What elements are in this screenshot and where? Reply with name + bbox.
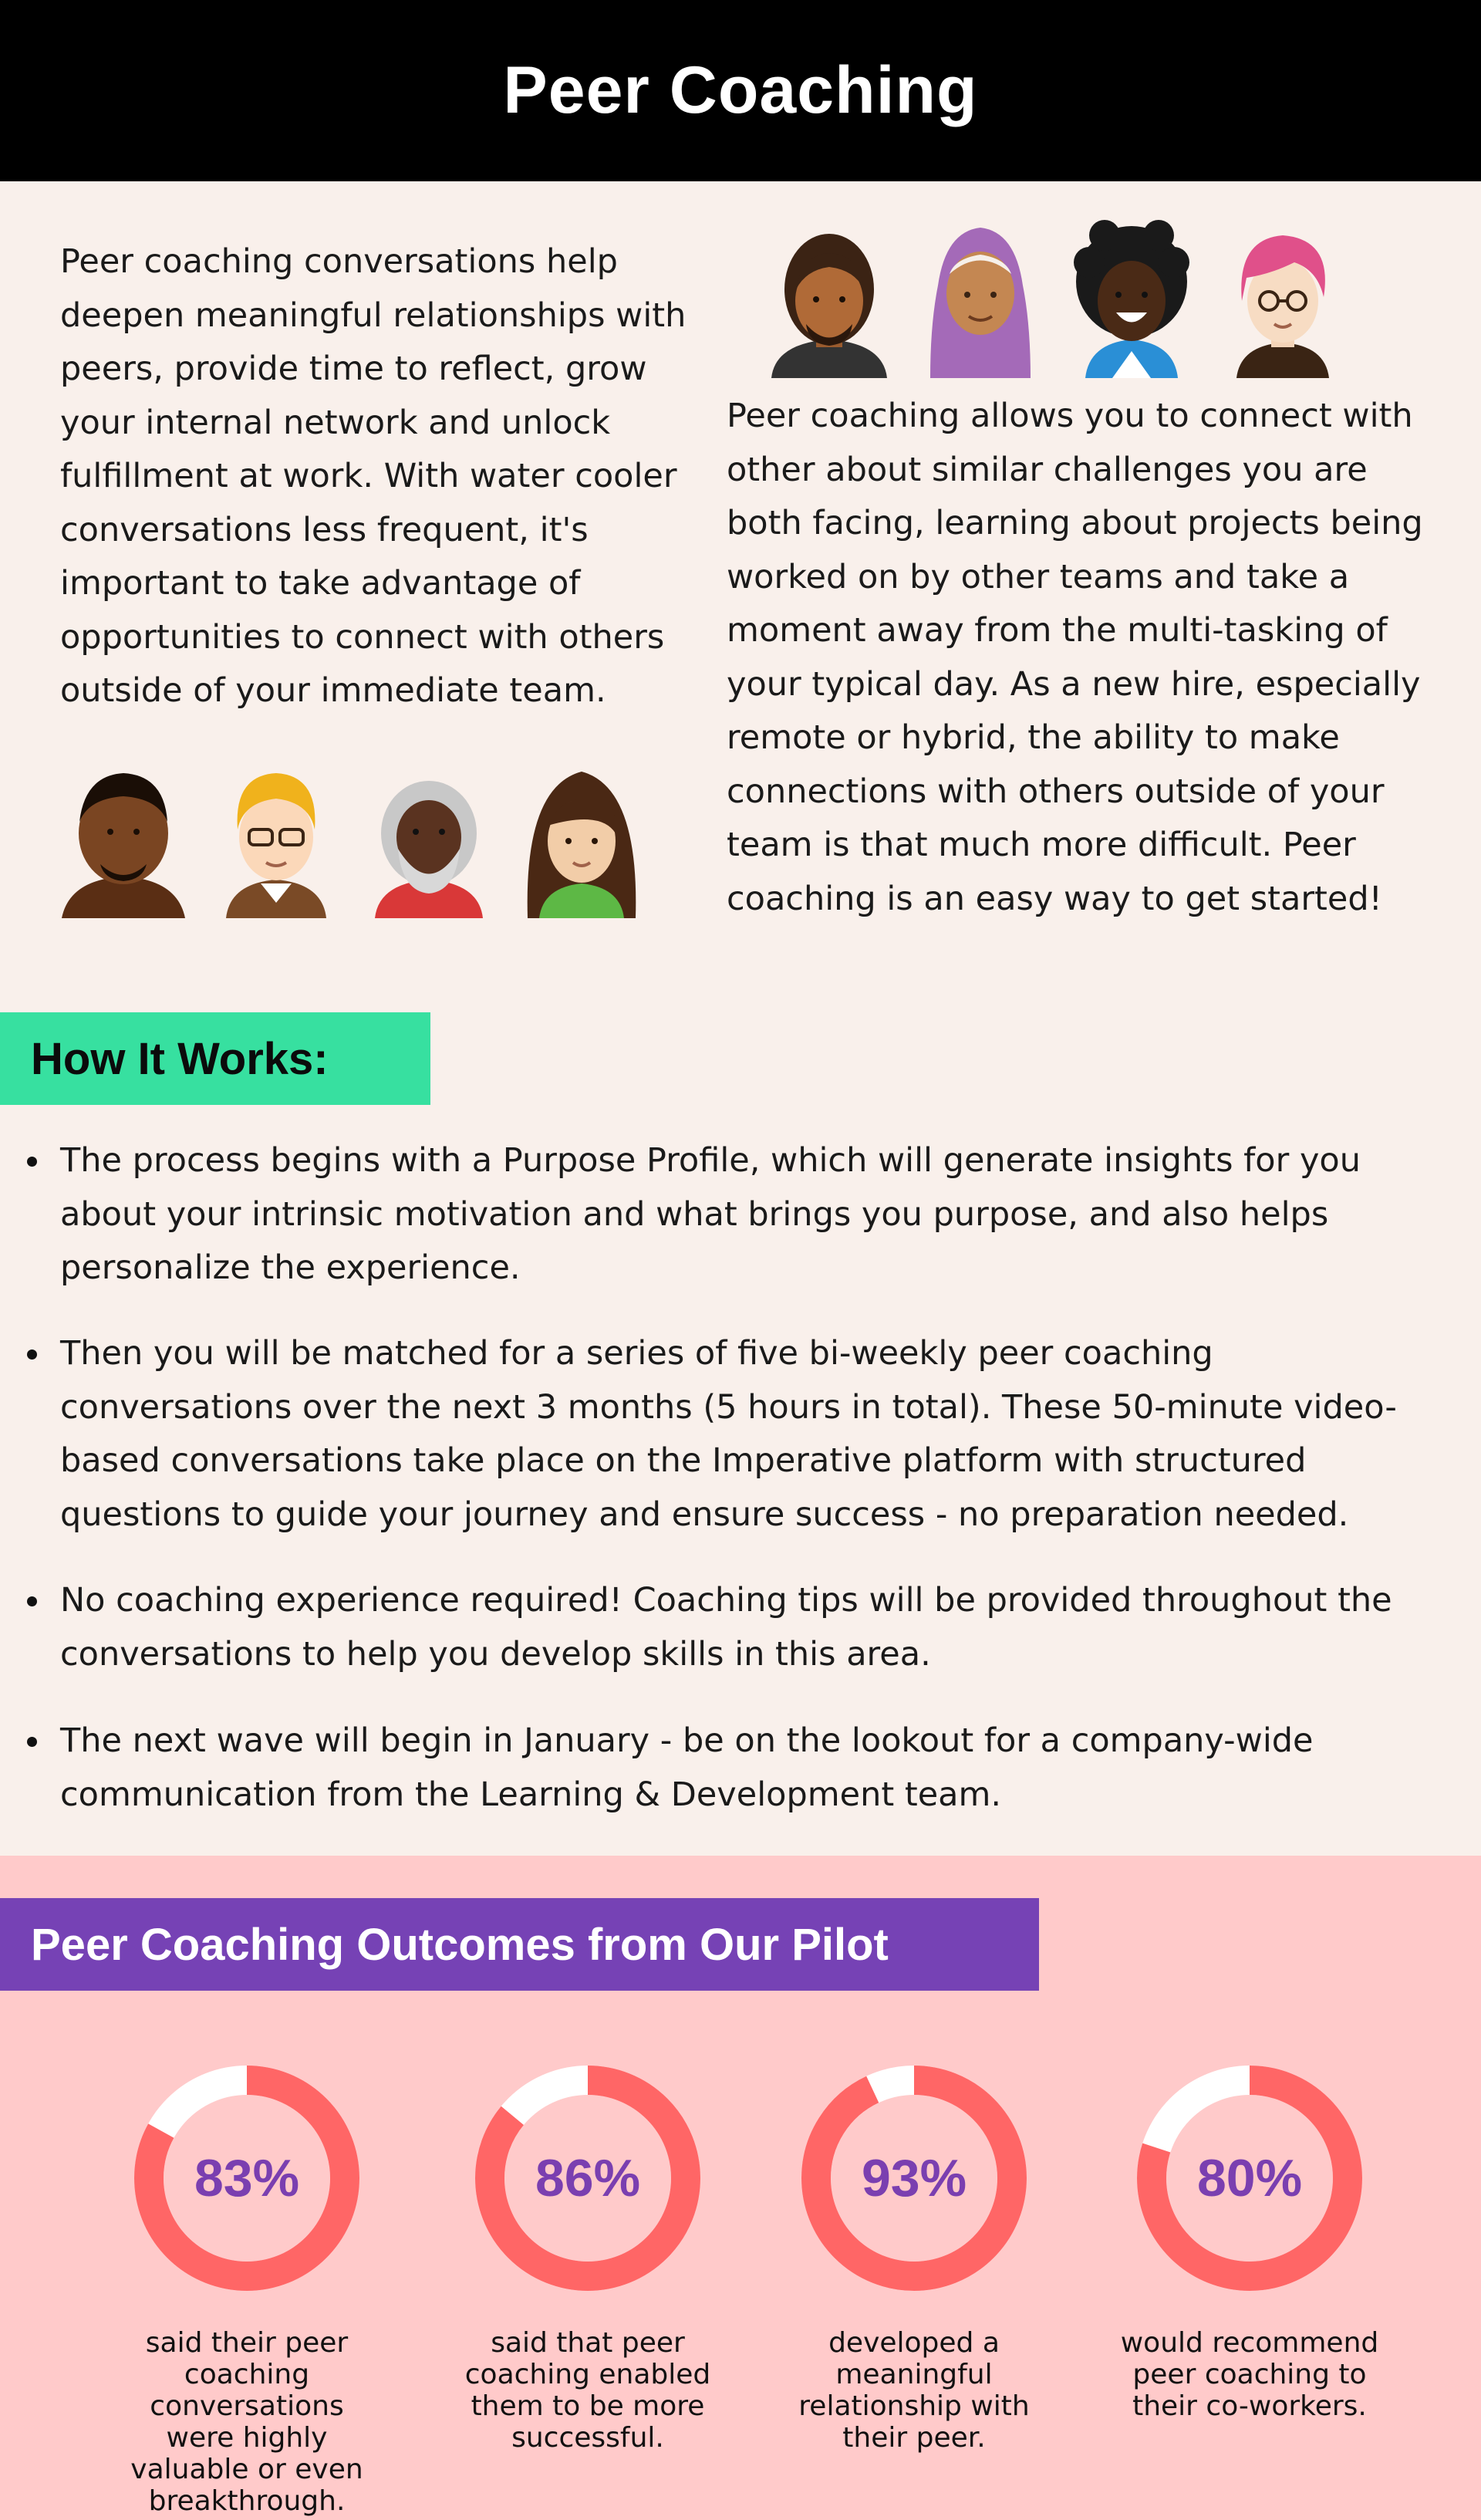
avatar-afro-smiling-icon bbox=[1066, 216, 1197, 378]
avatar-curly-hair-beard-icon bbox=[764, 216, 895, 378]
stat-card bbox=[783, 2059, 1045, 2454]
avatar-grey-hair-beard-icon bbox=[363, 756, 494, 918]
stat-caption: said their peer coaching conversations were highly valuable or even breakthrough. bbox=[130, 2327, 363, 2517]
stat-card bbox=[457, 2059, 719, 2454]
stat-caption: developed a meaningful relationship with their peer. bbox=[798, 2327, 1030, 2454]
intro-left-paragraph: Peer coaching conversations help deepen meaningful relationships with peers, provide time to reflect, grow your internal network and unlock fulfillment at work. With water cooler conversations less frequent, it's important to take advantage of opportunities to connect with others outside of your immediate team. bbox=[60, 242, 687, 710]
avatar-long-brown-hair-icon bbox=[516, 756, 647, 918]
stat-percent: 86% bbox=[535, 2149, 641, 2208]
intro-right-paragraph: Peer coaching allows you to connect with other about similar challenges you are both facing, learning about projects being worked on by other teams and take a moment away from the multi-tasking of your typical day. As a new hire, especially remote or hybrid, the ability to make connections with others outside of your team is that much more difficult. Peer coaching is an easy way to get started! bbox=[727, 397, 1423, 918]
stat-percent: 83% bbox=[194, 2149, 300, 2208]
outcomes-title: Peer Coaching Outcomes from Our Pilot bbox=[31, 1919, 889, 1970]
avatar-short-hair-beard-icon bbox=[58, 756, 189, 918]
stat-card bbox=[1118, 2059, 1381, 2422]
how-it-works-tab bbox=[0, 1012, 430, 1105]
how-it-works-title: How It Works: bbox=[31, 1033, 329, 1084]
outcomes-tab bbox=[0, 1898, 1039, 1991]
header-banner bbox=[0, 0, 1481, 181]
stat-caption: would recommend peer coaching to their co-workers. bbox=[1120, 2327, 1379, 2422]
stat-card bbox=[116, 2059, 378, 2517]
stat-caption: said that peer coaching enabled them to be more successful. bbox=[464, 2327, 711, 2454]
stat-percent: 93% bbox=[861, 2149, 967, 2208]
avatar-hijab-icon bbox=[915, 216, 1046, 378]
avatar-blonde-glasses-icon bbox=[211, 756, 342, 918]
top-avatar-row bbox=[764, 216, 1368, 378]
list-item: The process begins with a Purpose Profile, which will generate insights for you about your intrinsic motivation and what brings you purpose, and also helps personalize the experience. bbox=[60, 1134, 1418, 1295]
stat-percent: 80% bbox=[1196, 2149, 1303, 2208]
outcomes-section bbox=[0, 1856, 1481, 2520]
list-item: Then you will be matched for a series of five bi-weekly peer coaching conversations over the next 3 months (5 hours in total). These 50-minute video-based conversations take place on the Imperative platform with structured questions to guide your journey and ensure success - no preparation needed. bbox=[60, 1327, 1418, 1542]
list-item: The next wave will begin in January - be on the lookout for a company-wide communication from the Learning & Development team. bbox=[60, 1714, 1418, 1822]
list-item: No coaching experience required! Coaching tips will be provided throughout the conversations to help you develop skills in this area. bbox=[60, 1574, 1418, 1681]
avatar-pink-hair-glasses-icon bbox=[1217, 216, 1348, 378]
intro-section bbox=[0, 181, 1481, 1011]
page-title: Peer Coaching bbox=[503, 53, 978, 127]
bottom-avatar-row bbox=[58, 756, 669, 918]
